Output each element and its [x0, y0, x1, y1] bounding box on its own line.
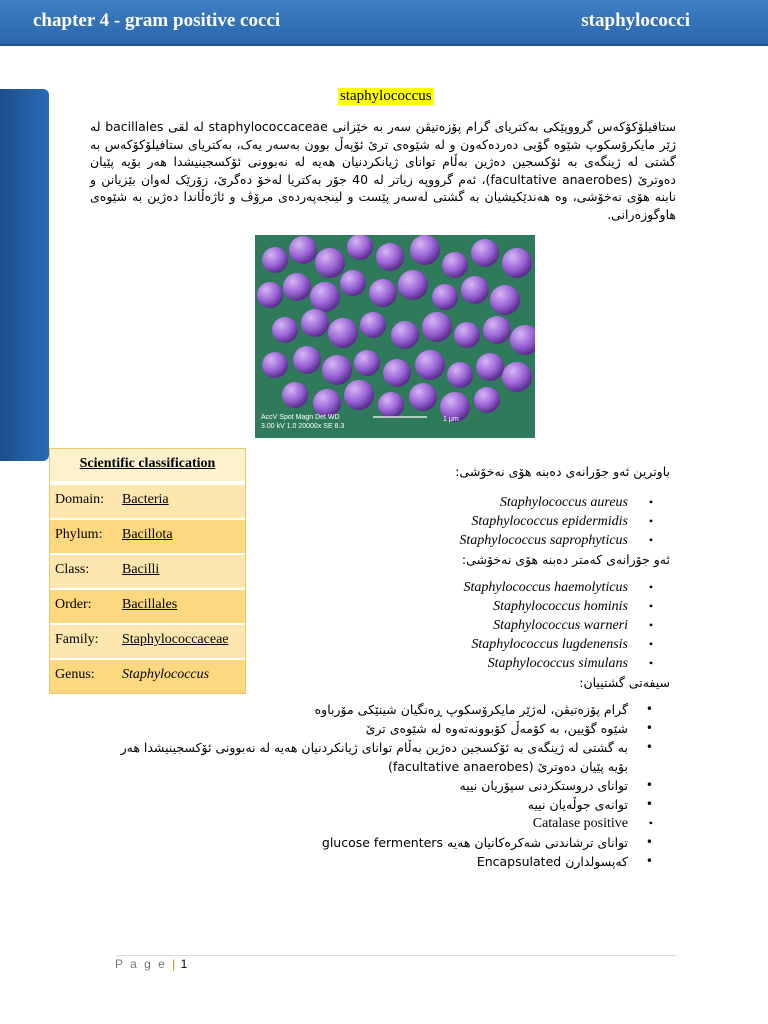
decorative-sidebar-bar — [0, 89, 49, 461]
list-item: توانەی جوڵەیان نییە • — [108, 795, 628, 814]
classification-heading: Scientific classification — [50, 449, 245, 483]
page-header — [0, 0, 768, 46]
list-item: توانای ترشاندنی شەکرەکانیان هەیە glucose fermenters • — [108, 833, 628, 852]
coccus-cell — [293, 346, 321, 374]
coccus-cell — [301, 309, 329, 337]
less-pathogenic-heading: ئەو جۆرانەی کەمتر دەبنە هۆی نەخۆشی: — [461, 552, 670, 567]
coccus-cell — [502, 362, 532, 392]
list-item: Staphylococcus hominis • — [464, 597, 628, 616]
coccus-cell — [378, 392, 404, 418]
list-item: کەپسولدارن Encapsulated • — [108, 852, 628, 871]
micrograph-image — [255, 235, 535, 438]
row-key: Order: — [50, 590, 117, 623]
row-value-link[interactable]: Bacillota — [117, 520, 245, 553]
classification-table — [49, 448, 246, 694]
classification-row-order — [50, 588, 245, 623]
classification-row-domain — [50, 483, 245, 518]
row-value-link[interactable]: Bacillales — [117, 590, 245, 623]
coccus-cell — [360, 312, 386, 338]
coccus-cell — [347, 235, 373, 260]
list-item: Staphylococcus saprophyticus • — [459, 531, 628, 550]
page-label: P a g e — [115, 957, 167, 971]
coccus-cell — [422, 312, 452, 342]
footer-divider — [115, 955, 677, 956]
coccus-cell — [490, 285, 520, 315]
classification-row-phylum — [50, 518, 245, 553]
row-value: Staphylococcus — [117, 660, 245, 693]
coccus-cell — [315, 248, 345, 278]
micrograph-meta-2: 3.00 kV 1.0 20000x SE 8.3 — [261, 423, 345, 430]
coccus-cell — [409, 383, 437, 411]
section-title: staphylococci — [581, 10, 690, 31]
list-item: توانای دروستکردنی سپۆریان نییە • — [108, 776, 628, 795]
coccus-cell — [272, 317, 298, 343]
coccus-cell — [415, 350, 445, 380]
row-key: Family: — [50, 625, 117, 658]
coccus-cell — [391, 321, 419, 349]
classification-row-family — [50, 623, 245, 658]
row-key: Domain: — [50, 485, 117, 518]
row-value-link[interactable]: Bacilli — [117, 555, 245, 588]
coccus-cell — [383, 359, 411, 387]
list-item: Staphylococcus simulans • — [464, 654, 628, 673]
intro-paragraph: ستافیلۆکۆکەس گرووپێکی بەکتریای گرام پۆزەتیڤن سەر بە خێزانی staphylococcaceae لە لقی bacillales لە ژێر مایکرۆسکوپ شێوە گۆیی دەردەکەون و لە شێوەی ترێ ئۆپەڵ بوون بەسەر یەک، بەکتریای ستافیلۆکۆکەس بە گشتی لە ژینگەی بە ئۆکسجین دەژین بەڵام توانای ژیانکردنیان هەیە لە نەبوونی ئۆکسجینیشدا هەر بۆیە پێیان دەوترێ (facultative anaerobes)، ئەم گرووپە زیاتر لە 40 جۆر بەکتریا لەخۆ دەگرێ، زۆرێک لەوان بێزیانن و نابنە هۆی نەخۆشی، وە هەندێکیشیان بە گشتی لەسەر پێست و لینجەپەردەی مرۆڤ و ئاژەڵاندا دەژین بە شێوەی هاوگوزەرانی. — [90, 119, 677, 222]
row-key: Phylum: — [50, 520, 117, 553]
coccus-cell — [432, 284, 458, 310]
list-item: Staphylococcus haemolyticus • — [464, 578, 628, 597]
coccus-cell — [283, 273, 311, 301]
pathogenic-heading: باوترین ئەو جۆرانەی دەبنە هۆی نەخۆشی: — [455, 464, 670, 479]
document-title: staphylococcus — [340, 88, 432, 104]
list-item: گرام پۆزەتیڤن، لەژێر مایکرۆسکوپ ڕەنگیان شینێکی مۆرباوە • — [108, 700, 628, 719]
coccus-cell — [376, 243, 404, 271]
list-item: Staphylococcus warneri • — [464, 616, 628, 635]
page-footer — [115, 957, 187, 971]
coccus-cell — [257, 282, 283, 308]
coccus-cell — [410, 235, 440, 265]
pathogenic-list — [459, 493, 628, 550]
features-heading: سیفەتی گشتییان: — [579, 675, 670, 690]
chapter-title: chapter 4 - gram positive cocci — [33, 10, 281, 31]
coccus-cell — [262, 247, 288, 273]
bacteria-micrograph — [255, 235, 535, 438]
coccus-cell — [502, 248, 532, 278]
list-item: Catalase positive • — [108, 814, 628, 833]
coccus-cell — [262, 352, 288, 378]
row-value-link[interactable]: Staphylococcaceae — [117, 625, 245, 658]
page-number: 1 — [180, 957, 188, 971]
scale-label: 1 μm — [443, 416, 459, 423]
coccus-cell — [474, 387, 500, 413]
list-item: Staphylococcus epidermidis • — [459, 512, 628, 531]
features-list — [108, 700, 628, 871]
row-key: Class: — [50, 555, 117, 588]
coccus-cell — [313, 389, 341, 417]
micrograph-meta-1: AccV Spot Magn Det WD — [261, 414, 340, 421]
coccus-cell — [344, 380, 374, 410]
list-item: شێوە گۆیین، بە کۆمەڵ کۆبوونەتەوە لە شێوەی ترێ • — [108, 719, 628, 738]
page-separator: | — [172, 957, 176, 971]
coccus-cell — [447, 362, 473, 388]
classification-row-class — [50, 553, 245, 588]
coccus-cell — [483, 316, 511, 344]
coccus-cell — [282, 382, 308, 408]
classification-row-genus — [50, 658, 245, 693]
coccus-cell — [328, 318, 358, 348]
coccus-cell — [340, 270, 366, 296]
coccus-cell — [354, 350, 380, 376]
coccus-cell — [369, 279, 397, 307]
coccus-cell — [442, 252, 468, 278]
coccus-cell — [471, 239, 499, 267]
coccus-cell — [476, 353, 504, 381]
coccus-cell — [454, 322, 480, 348]
list-item: بە گشتی لە ژینگەی بە ئۆکسجین دەژین بەڵام توانای ژیانکردنیان هەیە لە نەبوونی ئۆکسجینیشدا هەر بۆیە پێیان دەوترێ (facultative anaerobes) • — [108, 738, 628, 776]
less-pathogenic-list — [464, 578, 628, 673]
coccus-cell — [398, 270, 428, 300]
coccus-cell — [289, 236, 317, 264]
list-item: Staphylococcus lugdenensis • — [464, 635, 628, 654]
coccus-cell — [322, 355, 352, 385]
list-item: Staphylococcus aureus • — [459, 493, 628, 512]
row-key: Genus: — [50, 660, 117, 693]
coccus-cell — [310, 282, 340, 312]
row-value-link[interactable]: Bacteria — [117, 485, 245, 518]
coccus-cell — [461, 276, 489, 304]
